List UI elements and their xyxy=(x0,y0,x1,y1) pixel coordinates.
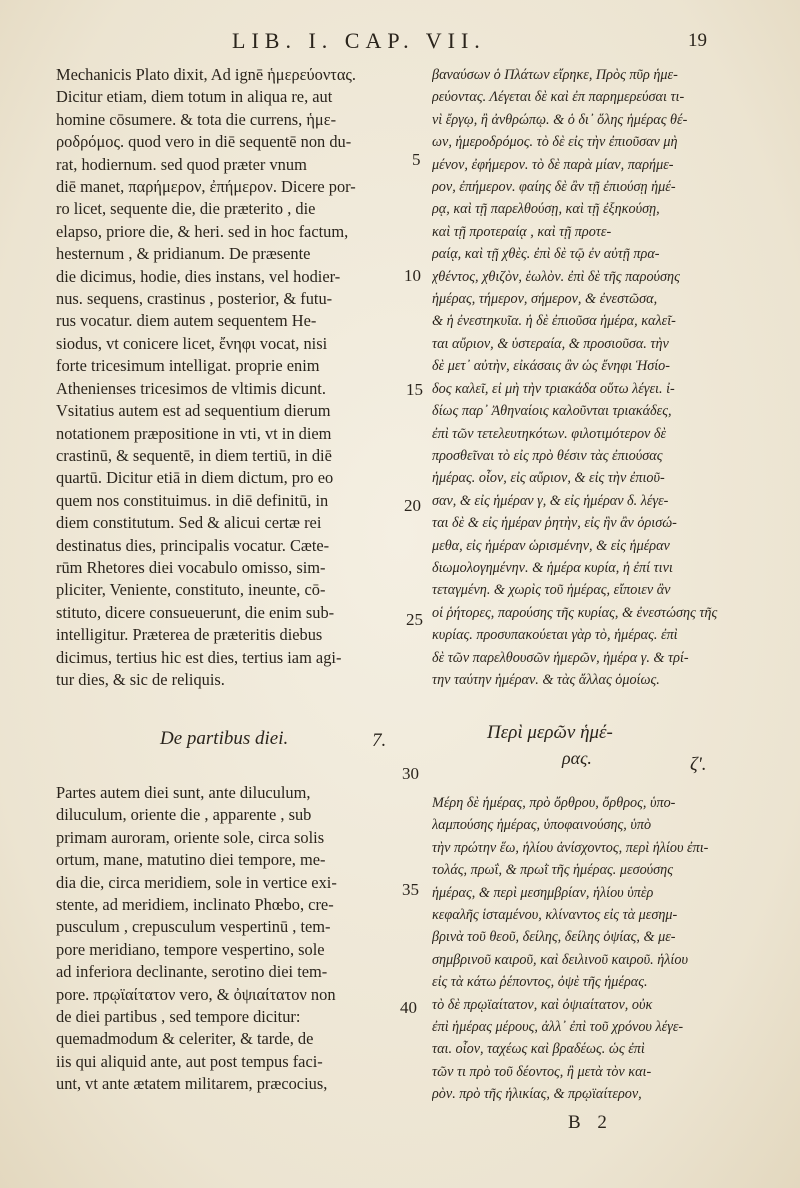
greek-text-line: ρᾳ, καὶ τῇ παρελθούσῃ, καὶ τῇ ἐξηκούσῃ, xyxy=(432,201,660,218)
latin-text-line: notationem præpositione in vti, vt in diem xyxy=(56,423,332,443)
latin-text-line: quem nos constituimus. in diē definitū, in xyxy=(56,490,329,510)
latin-text-line: quemadmodum & celeriter, & tarde, de xyxy=(56,1029,314,1049)
greek-text-line: ρὸν. πρὸ τῆς ἡλικίας, & πρῳϊαίτερον, xyxy=(432,1086,642,1103)
greek-text-line: χθέντος, χθιζὸν, ἑωλὸν. ἐπὶ δὲ τῆς παρούσης xyxy=(432,268,680,285)
line-number: 10 xyxy=(404,266,421,285)
latin-text-line: ortum, mane, matutino diei tempore, me- xyxy=(56,850,326,870)
latin-text-line: intelligitur. Præterea de præteritis diebus xyxy=(56,625,323,645)
latin-text-line: tur dies, & sic de reliquis. xyxy=(56,669,225,689)
latin-text-line: rus vocatur. diem autem sequentem He- xyxy=(56,311,317,331)
latin-text-line: pore meridiano, tempore vespertino, sole xyxy=(56,939,325,959)
latin-text-line: Vsitatius autem est ad sequentium dierum xyxy=(56,401,331,421)
latin-text-line: rūm Rhetores diei vocabulo omisso, sim- xyxy=(56,557,326,577)
greek-text-line: ται. οἷον, ταχέως καὶ βραδέως. ὡς ἐπὶ xyxy=(432,1041,645,1058)
latin-text-line: siodus, vt conicere licet, ἔνηφι vocat, nisi xyxy=(56,333,328,353)
greek-text-line: & ἡ ἐνεστηκυῖα. ἡ δὲ ἐπιοῦσα ἡμέρα, καλεῖ- xyxy=(432,313,676,330)
line-number: 5 xyxy=(412,150,421,169)
greek-text-line: σημβρινοῦ καιροῦ, καὶ δειλινοῦ καιροῦ. ἡλίου xyxy=(432,951,688,968)
latin-text-line: forte tricesimum intelligat. proprie enim xyxy=(56,356,320,376)
line-number: 20 xyxy=(404,496,421,515)
latin-text-line: ροδρόμος. quod vero in diē sequentē non du- xyxy=(56,132,352,152)
greek-text-line: τὴν πρώτην ἕω, ἡλίου ἀνίσχοντος, περὶ ἡλίου ἐπι- xyxy=(432,839,709,856)
greek-text-line: σαν, & εἰς ἡμέραν γ, & εἰς ἡμέραν δ. λέγε- xyxy=(432,492,669,509)
greek-text-line: ται δὲ & εἰς ἡμέραν ῥητὴν, εἰς ἣν ἂν ὁρισώ- xyxy=(432,515,677,532)
latin-text-line: elapso, priore die, & heri. sed in hoc factum, xyxy=(56,221,349,241)
section-heading-greek: Περὶ μερῶν ἡμέ- xyxy=(487,722,613,743)
line-number: 15 xyxy=(406,380,423,399)
greek-text-line: την ταύτην ἡμέραν. & τὰς ἄλλας ὁμοίως. xyxy=(432,671,660,688)
latin-text-line: die dicimus, hodie, dies instans, vel hodier- xyxy=(56,266,341,286)
greek-text-line: ται αὔριον, & ὑστεραία, & προσιοῦσα. τὴν xyxy=(432,335,669,352)
greek-text-line: ρεύοντας. Λέγεται δὲ καὶ ἐπ παρημερεύσαι τι- xyxy=(432,89,685,106)
section-heading-latin: De partibus diei. xyxy=(160,728,289,749)
greek-text-line: δὲ μετ᾽ αὐτὴν, εἰκάσαις ἂν ὡς ἔνηφι Ἡσίο- xyxy=(432,358,671,375)
greek-text-line: ρον, ἐπήμερον. φαίης δὲ ἂν τῇ ἐπιούσῃ ἡμέ- xyxy=(432,179,676,196)
latin-text-line: ad inferiora declinante, serotino diei tem- xyxy=(56,962,328,982)
greek-text-line: προσθεῖναι τὸ εἰς πρὸ θέσιν τὰς ἐπιούσας xyxy=(432,447,663,464)
greek-text-line: τῶν τι πρὸ τοῦ δέοντος, ἢ μετὰ τὸν και- xyxy=(432,1063,652,1080)
greek-text-line: καὶ τῇ προτεραίᾳ , καὶ τῇ προτε- xyxy=(432,223,612,240)
latin-text-line: Athenienses tricesimos de vltimis dicunt. xyxy=(56,378,326,398)
latin-text-line: rat, hodiernum. sed quod præter vnum xyxy=(56,154,307,174)
greek-column-bottom xyxy=(432,792,772,1106)
greek-text-line: ων, ἡμεροδρόμος. τὸ δὲ εἰς τὴν ἐπιοῦσαν μὴ xyxy=(432,134,678,151)
latin-text-line: pusculum , crepusculum vespertinū , tem- xyxy=(56,917,331,937)
latin-text-line: unt, vt ante ætatem militarem, præcocius, xyxy=(56,1074,328,1094)
latin-text-line: diluculum, oriente die , apparente , sub xyxy=(56,805,312,825)
line-number: 35 xyxy=(402,880,419,899)
greek-text-line: τὸ δὲ πρῳϊαίτατον, καὶ ὀψιαίτατον, οὐκ xyxy=(432,996,653,1013)
greek-text-line: ἐπὶ ἡμέρας μέρους, ἀλλ᾽ ἐπὶ τοῦ χρόνου λέγε- xyxy=(432,1019,684,1036)
greek-text-line: μένον, ἐφήμερον. τὸ δὲ παρὰ μίαν, παρήμε- xyxy=(432,156,674,173)
greek-column-top xyxy=(432,64,772,691)
greek-text-line: κυρίας. προσυπακούεται γὰρ τὸ, ἡμέρας. ἐπὶ xyxy=(432,627,678,644)
latin-text-line: Mechanicis Plato dixit, Ad ignē ἡμερεύοντας. xyxy=(56,65,357,84)
greek-text-line: Μέρη δὲ ἡμέρας, πρὸ ὄρθρου, ὄρθρος, ὑπο- xyxy=(432,795,676,811)
latin-text-line: pliciter, Veniente, constituto, ineunte, cō- xyxy=(56,580,326,600)
page-number: 19 xyxy=(688,30,707,51)
section-number-greek: ζ'. xyxy=(690,754,707,775)
greek-text-line: νὶ ἔργῳ, ἢ ἀνθρώπῳ. & ὁ δι᾽ ὅλης ἡμέρας θέ- xyxy=(432,111,688,128)
greek-text-line: εἰς τὰ κάτω ῥέποντος, ὀψὲ τῆς ἡμέρας. xyxy=(432,974,648,991)
latin-text-line: dia die, circa meridiem, sole in vertice exi- xyxy=(56,872,337,892)
signature-mark: B 2 xyxy=(568,1112,613,1133)
greek-text-line: λαμπούσης ἡμέρας, ὑποφαινούσης, ὑπὸ xyxy=(432,817,652,834)
greek-text-line: ραίᾳ, καὶ τῇ χθὲς. ἐπὶ δὲ τῷ ἐν αὐτῇ πρα- xyxy=(432,246,660,263)
greek-text-line: δος καλεῖ, εἰ μὴ τὴν τριακάδα οὕτω λέγει. ἰ- xyxy=(432,380,675,397)
line-number: 25 xyxy=(406,610,423,629)
greek-text-line: μεθα, εἰς ἡμέραν ὡρισμένην, & εἰς ἡμέραν xyxy=(432,537,670,554)
greek-text-line: ἡμέρας. οἷον, εἰς αὔριον, & εἰς τὴν ἐπιοῦ- xyxy=(432,470,665,487)
greek-text-line: βαναύσων ὁ Πλάτων εἴρηκε, Πρὸς πῦρ ἡμε- xyxy=(432,67,678,83)
greek-text-line: δίως παρ᾽ Ἀθηναίοις καλοῦνται τριακάδες, xyxy=(432,403,672,420)
greek-text-line: βρινὰ τοῦ θεοῦ, δείλης, δείλης ὀψίας, & με- xyxy=(432,929,676,946)
section-number-latin: 7. xyxy=(372,730,387,751)
greek-text-line: διωμολογημένην. & ἡμέρα κυρία, ἡ ἐπί τινι xyxy=(432,559,673,576)
latin-text-line: homine cōsumere. & tota die currens, ἡμε- xyxy=(56,109,337,129)
latin-text-line: Dicitur etiam, diem totum in aliqua re, aut xyxy=(56,87,333,107)
latin-text-line: stente, ad meridiem, inclinato Phœbo, cre- xyxy=(56,895,334,915)
greek-text-line: οἱ ῥήτορες, παρούσης τῆς κυρίας, & ἐνεστώσης τῆς xyxy=(432,604,718,621)
latin-text-line: dicimus, tertius hic est dies, tertius iam agi- xyxy=(56,647,342,667)
greek-text-line: τεταγμένη. & χωρὶς τοῦ ἡμέρας, εἴποιεν ἂν xyxy=(432,582,671,599)
latin-text-line: destinatus dies, principalis vocatur. Cæte- xyxy=(56,535,330,555)
latin-text-line: diem constitutum. Sed & alicui certæ rei xyxy=(56,513,322,533)
greek-text-line: ἡμέρας, τήμερον, σήμερον, & ἐνεστῶσα, xyxy=(432,291,658,308)
latin-text-line: crastinū, & sequentē, in diem tertiū, in diē xyxy=(56,445,332,465)
latin-column-bottom xyxy=(56,782,396,1096)
latin-text-line: stituto, dicere consueuerunt, die enim sub- xyxy=(56,602,335,622)
line-number: 40 xyxy=(400,998,417,1017)
latin-text-line: ro licet, sequente die, die præterito , die xyxy=(56,199,316,219)
latin-text-line: primam auroram, oriente sole, circa solis xyxy=(56,827,325,847)
greek-text-line: δὲ τῶν παρελθουσῶν ἡμερῶν, ἡμέρα γ. & τρί- xyxy=(432,649,689,666)
running-title: LIB. I. CAP. VII. xyxy=(232,28,486,53)
latin-text-line: diē manet, παρήμερον, ἐπήμερον. Dicere por- xyxy=(56,177,356,197)
line-number: 30 xyxy=(402,764,419,783)
latin-column-top xyxy=(56,64,396,691)
latin-text-line: de diei partibus , sed tempore dicitur: xyxy=(56,1007,301,1027)
greek-text-line: ἐπὶ τῶν τετελευτηκότων. φιλοτιμότερον δὲ xyxy=(432,425,667,442)
latin-text-line: iis qui aliquid ante, aut post tempus faci- xyxy=(56,1051,323,1071)
greek-text-line: τολάς, πρωΐ, & πρωῒ τῆς ἡμέρας. μεσούσης xyxy=(432,862,673,879)
greek-text-line: κεφαλῆς ἱσταμένου, κλίναντος εἰς τὰ μεσημ- xyxy=(432,907,678,924)
section-heading-greek-cont: ρας. xyxy=(562,748,592,768)
latin-text-line: quartū. Dicitur etiā in diem dictum, pro eo xyxy=(56,468,334,488)
latin-text-line: pore. πρῳϊαίτατον vero, & ὀψιαίτατον non xyxy=(56,984,336,1004)
latin-text-line: Partes autem diei sunt, ante diluculum, xyxy=(56,783,311,802)
latin-text-line: hesternum , & pridianum. De præsente xyxy=(56,244,311,264)
greek-text-line: ἡμέρας, & περὶ μεσημβρίαν, ἡλίου ὑπὲρ xyxy=(432,884,654,901)
latin-text-line: nus. sequens, crastinus , posterior, & futu- xyxy=(56,289,333,309)
